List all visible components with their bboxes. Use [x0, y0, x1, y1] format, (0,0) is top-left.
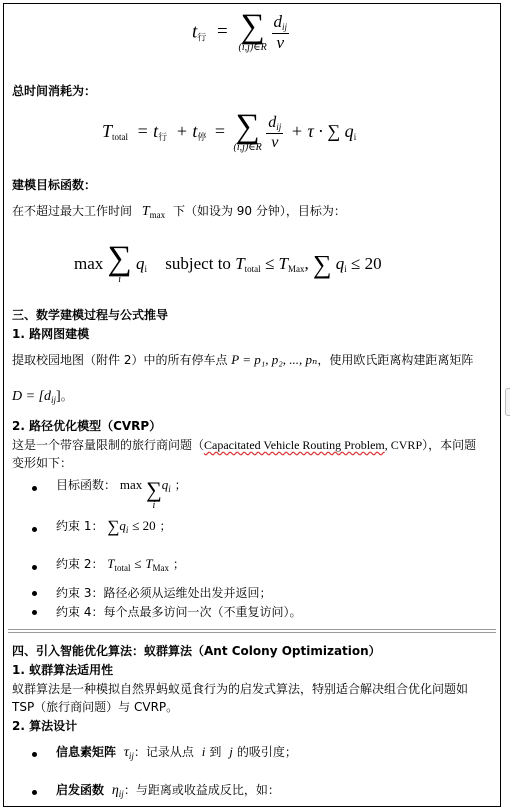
matrix-end: 。: [60, 389, 73, 403]
eq1-fraction: [272, 13, 290, 53]
eq3-le-20: ≤ 20: [351, 253, 382, 273]
eq3-subject-to: subject to: [165, 253, 231, 273]
eq2-T: T: [102, 121, 113, 142]
matrix-formula: D = [d: [12, 389, 52, 404]
bullet-constraint-4: 约束 4：每个点最多访问一次（不重复访问）。: [56, 605, 302, 619]
eq3-sum: [107, 240, 132, 286]
eq3-sum-limit: i: [118, 274, 122, 285]
eq1-sum-symbol: ∑: [240, 8, 265, 45]
eq1-lhs: t: [192, 21, 198, 43]
total-time-label: 总时间消耗为：: [12, 84, 97, 98]
eq2-t2-sub: 停: [197, 132, 207, 143]
section-divider: [8, 632, 496, 633]
bullet-constraint-2: 约束 2： $T_{total} \le T_{Max}$ ；: [56, 556, 185, 573]
eq3-Tmax-sub: Max: [287, 263, 305, 274]
eq1-denominator: v: [276, 33, 285, 53]
bullet-dot: [32, 527, 37, 532]
eq2-sum-symbol: ∑: [235, 108, 260, 145]
eq1-lhs-sub: 行: [197, 32, 207, 43]
sub2-title: 2. 路径优化模型（CVRP）: [12, 419, 162, 433]
objective-desc-T-sub: max: [149, 210, 166, 220]
eq3-comma: ,: [304, 253, 309, 273]
eq3-q-sub: i: [144, 263, 148, 274]
cvrp-term: Capacitated Vehicle Routing Problem: [204, 438, 385, 452]
eq1-sum: [238, 8, 267, 54]
bullet-dot: [32, 591, 37, 596]
bullet-dot: [32, 790, 37, 795]
bullet-dot: [32, 486, 37, 491]
eq1-sum-limit: (i,j)∈R: [238, 42, 267, 53]
side-resize-handle[interactable]: [505, 388, 510, 416]
eq1-numerator: $d_{ij}$: [273, 12, 288, 33]
section3-title: 三、数学建模过程与公式推导: [12, 308, 169, 322]
objective-label: 建模目标函数：: [12, 178, 97, 192]
eq3-T: T: [235, 253, 245, 273]
eq3-q2-sub: i: [344, 263, 347, 274]
distance-matrix: [12, 387, 73, 405]
objective-description: 在不超过最大工作时间 $T_{max}$ 下（如设为 90 分钟），目标为：: [12, 204, 346, 220]
section-divider: [8, 629, 496, 630]
eq2-fraction: [266, 114, 283, 151]
document-page: [3, 3, 501, 807]
matrix-sub: ij: [51, 395, 57, 405]
section4-title: 四、引入智能优化算法：蚁群算法（Ant Colony Optimization）: [12, 644, 381, 658]
stop-set-formula: P = p₁, p₂, ..., pₙ: [231, 352, 318, 367]
eq2-denominator: v: [271, 134, 279, 152]
equation-objective: [74, 240, 382, 286]
eq3-T-sub: total: [244, 263, 261, 274]
bullet-objective: 目标函数： max ∑ i $q_i$ ；: [56, 477, 187, 511]
eq2-t1-sub: 行: [158, 132, 168, 143]
sub4-1-body-line2: TSP（旅行商问题）与 CVRP。: [12, 700, 179, 714]
eq2-plus-t2: + t: [175, 121, 198, 142]
equation-travel-time: [192, 8, 289, 54]
bullet-heuristic: 启发函数 $\eta_{ij}$：与距离或收益成反比，如：: [56, 783, 280, 799]
eq3-max: max: [74, 253, 104, 273]
sub4-1-body-line1: 蚁群算法是一种模拟自然界蚂蚁觅食行为的启发式算法，特别适合解决组合优化问题如: [12, 682, 469, 696]
eq2-eq-t1: = t: [136, 121, 159, 142]
sub4-1-title: 1. 蚁群算法适用性: [12, 663, 114, 677]
equation-total-time: [102, 108, 357, 154]
bullet-dot: [32, 752, 37, 757]
bullet-dot: [32, 565, 37, 570]
eq2-tail: + τ · ∑ q: [290, 121, 354, 142]
bullet-constraint-3: 约束 3：路径必须从运维处出发并返回；: [56, 586, 272, 600]
eq3-q2: q: [335, 253, 345, 273]
eq2-sum-limit: (i,j)∈R: [233, 142, 262, 153]
sub2-body-line1: 这是一个带容量限制的旅行商问题（Capacitated Vehicle Routing Problem, CVRP），本问题: [12, 438, 477, 452]
sub1-body: 提取校园地图（附件 2）中的所有停车点 P = p₁, p₂, ..., pₙ，使用欧氏距离构建距离矩阵: [12, 352, 474, 367]
eq1-equals: =: [217, 21, 228, 43]
eq2-numerator: $d_{ij}$: [268, 114, 282, 133]
eq2-tail-sub: i: [353, 132, 357, 143]
sub2-body-line2: 变形如下：: [12, 456, 73, 470]
eq2-T-sub: total: [112, 132, 129, 143]
eq2-sum: [233, 108, 262, 154]
eq3-sum-symbol: ∑: [107, 240, 132, 277]
matrix-close: ]: [56, 389, 61, 404]
eq3-le-Tmax: ≤ T: [264, 253, 288, 273]
eq3-q: q: [136, 253, 145, 273]
bullet-constraint-1: 约束 1： $\sum q_i \le 20$ ；: [56, 517, 172, 536]
eq2-equals: =: [214, 121, 226, 142]
bullet-dot: [32, 610, 37, 615]
objective-desc-T: T: [141, 204, 150, 219]
bullet-pheromone: 信息素矩阵 $\tau_{ij}$：记录从点 i 到 j 的吸引度；: [56, 744, 297, 761]
eq3-sum2: ∑: [312, 249, 332, 279]
sub4-2-title: 2. 算法设计: [12, 719, 78, 733]
sub1-title: 1. 路网图建模: [12, 327, 90, 341]
